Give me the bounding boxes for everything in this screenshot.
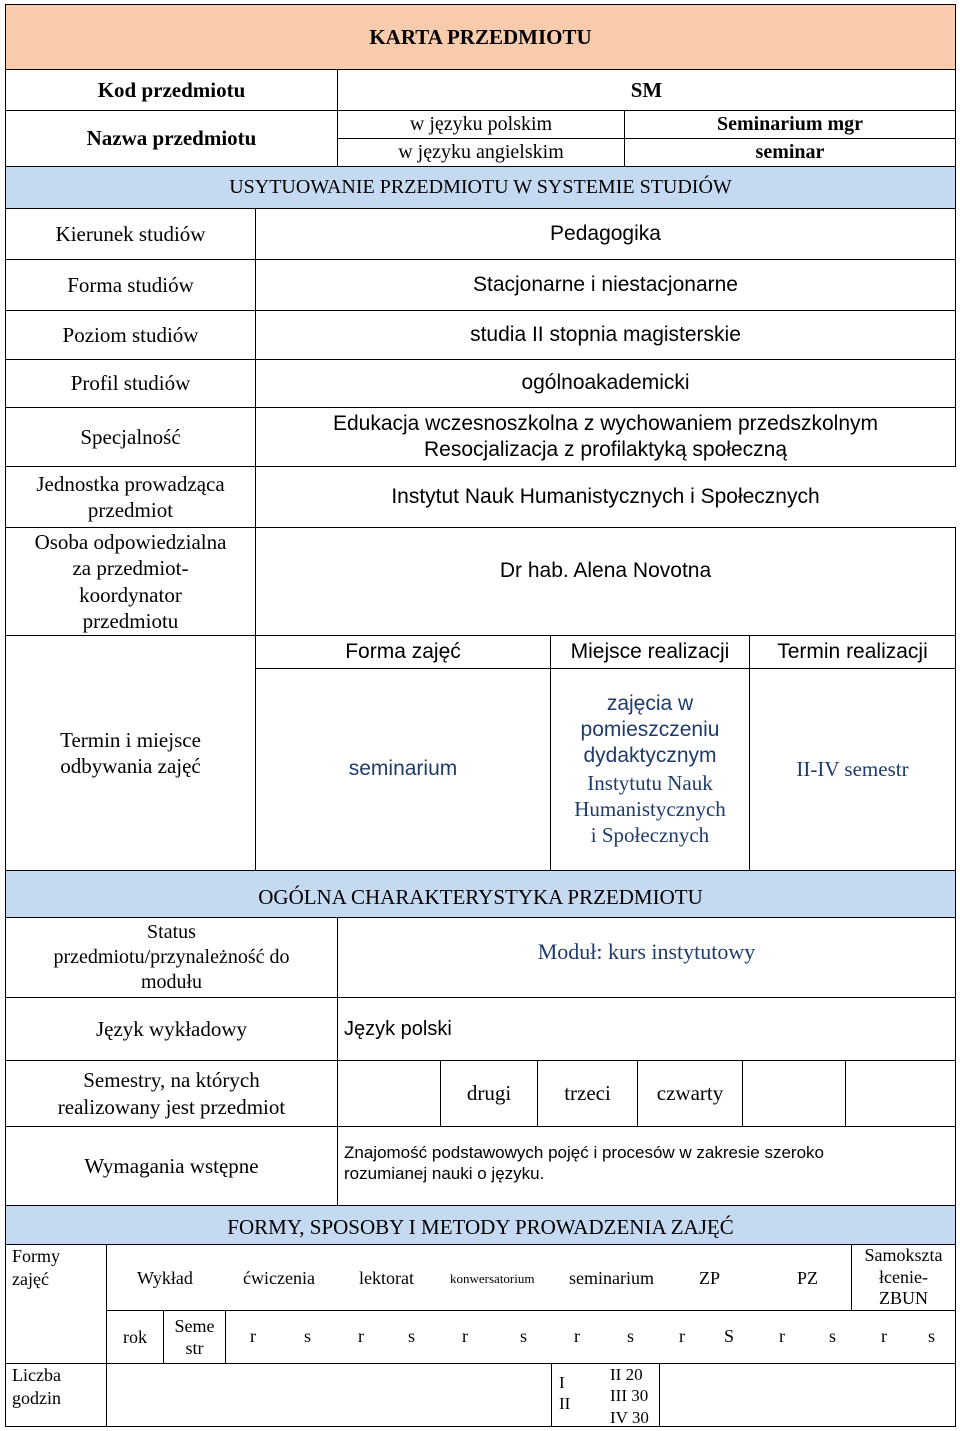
rs-row — [226, 1310, 956, 1364]
semestr-cell-3 — [537, 1060, 638, 1127]
semestr-cell-4-text: czwarty — [656, 1081, 724, 1106]
rs-10: r — [779, 1326, 785, 1346]
kod-value-text: SM — [630, 77, 663, 102]
miejsce-line-2: pomieszczeniu — [580, 718, 720, 741]
rs-11: s — [829, 1326, 837, 1346]
poziom-label-text: Poziom studiów — [62, 322, 199, 347]
forma-value-text: Stacjonarne i niestacjonarne — [472, 272, 738, 296]
jednostka-value — [256, 466, 955, 528]
liczba-seminarium-r — [559, 1372, 570, 1415]
nazwa-pl-value — [624, 110, 956, 139]
rs-9: S — [724, 1326, 735, 1346]
nazwa-pl-value-text: Seminarium mgr — [716, 113, 864, 135]
termin-miejsce-value — [550, 668, 750, 871]
formy-label-1: Formy — [12, 1246, 61, 1266]
semestr-cell-2 — [440, 1060, 538, 1127]
jednostka-value-text: Instytut Nauk Humanistycznych i Społecznych — [391, 485, 820, 509]
semestry-label — [5, 1060, 338, 1127]
osoba-label-1: Osoba odpowiedzialna — [34, 530, 227, 554]
section-usytuowanie-text: USYTUOWANIE PRZEDMIOTU W SYSTEMIE STUDIÓW — [229, 176, 732, 198]
forma-value — [255, 259, 956, 311]
semestry-label-1: Semestry, na których — [83, 1068, 260, 1093]
poziom-label — [5, 310, 256, 360]
card-title — [5, 4, 956, 70]
miejsce-line-3: dydaktycznym — [583, 744, 717, 768]
kierunek-value — [255, 208, 956, 260]
liczba-sem-s-1: II 20 — [610, 1365, 643, 1384]
wymagania-value-1: Znajomość podstawowych pojęć i procesów w zakresie szeroko — [344, 1142, 824, 1162]
termin-label-1: Termin i miejsce — [60, 727, 201, 752]
nazwa-label — [5, 110, 338, 167]
rok-label — [106, 1310, 163, 1364]
kierunek-label-text: Kierunek studiów — [55, 221, 206, 246]
termin-label — [5, 635, 256, 871]
status-value-text: Moduł: kurs instytutowy — [537, 938, 756, 964]
termin-header-termin — [749, 635, 956, 669]
header-lektorat: lektorat — [359, 1268, 414, 1288]
rs-5: s — [520, 1326, 528, 1346]
nazwa-en-value — [624, 138, 956, 167]
liczba-col-sep-2 — [659, 1364, 660, 1426]
seme-line-2: str — [185, 1337, 204, 1358]
header-wyklad: Wykład — [137, 1268, 193, 1288]
liczba-label-2: godzin — [12, 1387, 61, 1408]
termin-termin-value — [749, 668, 956, 871]
semestr-cell-1 — [337, 1060, 441, 1127]
rs-7: s — [627, 1326, 635, 1346]
header-cwiczenia: ćwiczenia — [243, 1268, 315, 1288]
rs-1: s — [304, 1326, 312, 1346]
rs-12: r — [881, 1326, 887, 1346]
header-zp: ZP — [699, 1268, 721, 1288]
semestr-label — [163, 1310, 226, 1364]
nazwa-pl-label-text: w języku polskim — [409, 113, 553, 135]
nazwa-en-value-text: seminar — [755, 141, 825, 163]
rs-0: r — [250, 1326, 256, 1346]
rs-13: s — [928, 1326, 936, 1346]
termin-header-miejsce — [550, 635, 750, 669]
status-label — [5, 917, 338, 998]
status-label-2: przedmiotu/przynależność do — [53, 946, 290, 968]
semestry-label-2: realizowany jest przedmiot — [57, 1094, 286, 1119]
osoba-label-4: przedmiotu — [82, 608, 179, 633]
termin-forma-value — [255, 668, 551, 871]
rs-2: r — [358, 1326, 364, 1346]
specjalnosc-value — [255, 407, 956, 467]
section-ogolna — [5, 870, 956, 918]
samoksztalcenie-header — [851, 1244, 956, 1311]
osoba-value-text: Dr hab. Alena Novotna — [499, 559, 712, 583]
wymagania-label — [5, 1126, 338, 1206]
termin-header-termin-text: Termin realizacji — [777, 639, 928, 663]
osoba-value — [255, 527, 956, 636]
profil-value-text: ogólnoakademicki — [521, 371, 690, 395]
rs-8: r — [679, 1326, 685, 1346]
miejsce-line-5: Humanistycznych — [574, 796, 726, 821]
profil-label-text: Profil studiów — [70, 371, 191, 396]
specjalnosc-label — [5, 407, 256, 467]
semestr-cell-5 — [742, 1060, 846, 1127]
termin-header-forma-text: Forma zajęć — [345, 639, 461, 663]
liczba-label-1: Liczba — [12, 1365, 61, 1385]
kod-label — [5, 69, 338, 111]
miejsce-line-4: Instytutu Nauk — [587, 770, 713, 795]
liczba-col-sep-1 — [551, 1364, 552, 1426]
wymagania-value-2: rozumianej nauki o języku. — [344, 1164, 545, 1183]
osoba-label-2: za przedmiot- — [72, 556, 189, 581]
liczba-label — [5, 1363, 107, 1427]
kierunek-value-text: Pedagogika — [550, 221, 661, 245]
rok-label-text: rok — [123, 1326, 147, 1347]
seme-line-1: Seme — [174, 1315, 215, 1336]
status-value — [337, 917, 956, 998]
specjalnosc-value-1: Edukacja wczesnoszkolna z wychowaniem przedszkolnym — [332, 411, 879, 435]
formy-label-2: zajęć — [12, 1268, 49, 1289]
nazwa-en-label — [337, 138, 625, 167]
wymagania-value — [337, 1126, 956, 1206]
jezyk-value-text: Język polski — [344, 1017, 452, 1040]
termin-forma-value-text: seminarium — [348, 757, 458, 781]
kod-label-text: Kod przedmiotu — [97, 77, 246, 102]
profil-value — [255, 359, 956, 408]
rs-4: r — [462, 1326, 468, 1346]
kierunek-label — [5, 208, 256, 260]
semestr-cell-6 — [845, 1060, 956, 1127]
nazwa-pl-label — [337, 110, 625, 139]
osoba-label — [5, 527, 256, 636]
osoba-label-3: koordynator — [79, 582, 182, 607]
status-label-1: Status — [147, 921, 196, 943]
termin-header-miejsce-text: Miejsce realizacji — [570, 639, 730, 663]
jednostka-label-2: przedmiot — [87, 498, 174, 522]
semestr-cell-2-text: drugi — [466, 1081, 512, 1106]
liczba-seminarium-s — [610, 1364, 649, 1428]
poziom-value-text: studia II stopnia magisterskie — [470, 322, 741, 346]
section-formy — [5, 1205, 956, 1245]
semestr-cell-4 — [637, 1060, 743, 1127]
nazwa-label-text: Nazwa przedmiotu — [86, 126, 257, 151]
jednostka-label-1: Jednostka prowadząca — [36, 471, 225, 496]
profil-label — [5, 359, 256, 408]
jezyk-label-text: Język wykładowy — [95, 1016, 248, 1041]
header-konwersatorium: konwersatorium — [450, 1271, 535, 1286]
liczba-sem-r-1: I — [559, 1373, 565, 1392]
specjalnosc-label-text: Specjalność — [80, 424, 181, 449]
poziom-value — [255, 310, 956, 360]
nazwa-en-label-text: w języku angielskim — [398, 141, 564, 163]
formy-headers-row — [106, 1244, 852, 1311]
samo-line-3: ZBUN — [879, 1288, 928, 1309]
wymagania-label-text: Wymagania wstępne — [84, 1153, 259, 1178]
miejsce-line-6: i Społecznych — [590, 823, 710, 847]
card-title-text: KARTA PRZEDMIOTU — [369, 24, 592, 49]
semestr-cell-3-text: trzeci — [564, 1081, 611, 1106]
liczba-values-row — [106, 1363, 956, 1427]
jezyk-value — [337, 997, 956, 1061]
status-label-3: modułu — [140, 971, 203, 993]
forma-label — [5, 259, 256, 311]
section-ogolna-text: OGÓLNA CHARAKTERYSTYKA PRZEDMIOTU — [258, 884, 703, 909]
liczba-sem-s-3: IV 30 — [610, 1407, 649, 1427]
specjalnosc-value-2: Resocjalizacja z profilaktyką społeczną — [424, 438, 787, 461]
formy-label — [5, 1244, 107, 1364]
section-formy-text: FORMY, SPOSOBY I METODY PROWADZENIA ZAJĘĆ — [227, 1214, 734, 1239]
samo-line-1: Samokszta — [864, 1245, 943, 1266]
miejsce-line-1: zajęcia w — [606, 691, 694, 715]
header-seminarium: seminarium — [569, 1268, 654, 1288]
rs-6: r — [574, 1326, 580, 1346]
termin-label-2: odbywania zajęć — [60, 754, 201, 778]
header-pz: PZ — [797, 1268, 819, 1288]
samo-line-2: łcenie- — [879, 1266, 928, 1287]
jednostka-label — [5, 466, 256, 528]
liczba-sem-r-2: II — [559, 1394, 571, 1414]
liczba-sem-s-2: III 30 — [610, 1386, 649, 1406]
forma-label-text: Forma studiów — [67, 272, 194, 297]
section-usytuowanie — [5, 166, 956, 209]
termin-header-forma — [255, 635, 551, 669]
termin-termin-value-text: II-IV semestr — [796, 757, 909, 782]
rs-3: s — [408, 1326, 416, 1346]
kod-value — [337, 69, 956, 111]
jezyk-label — [5, 997, 338, 1061]
